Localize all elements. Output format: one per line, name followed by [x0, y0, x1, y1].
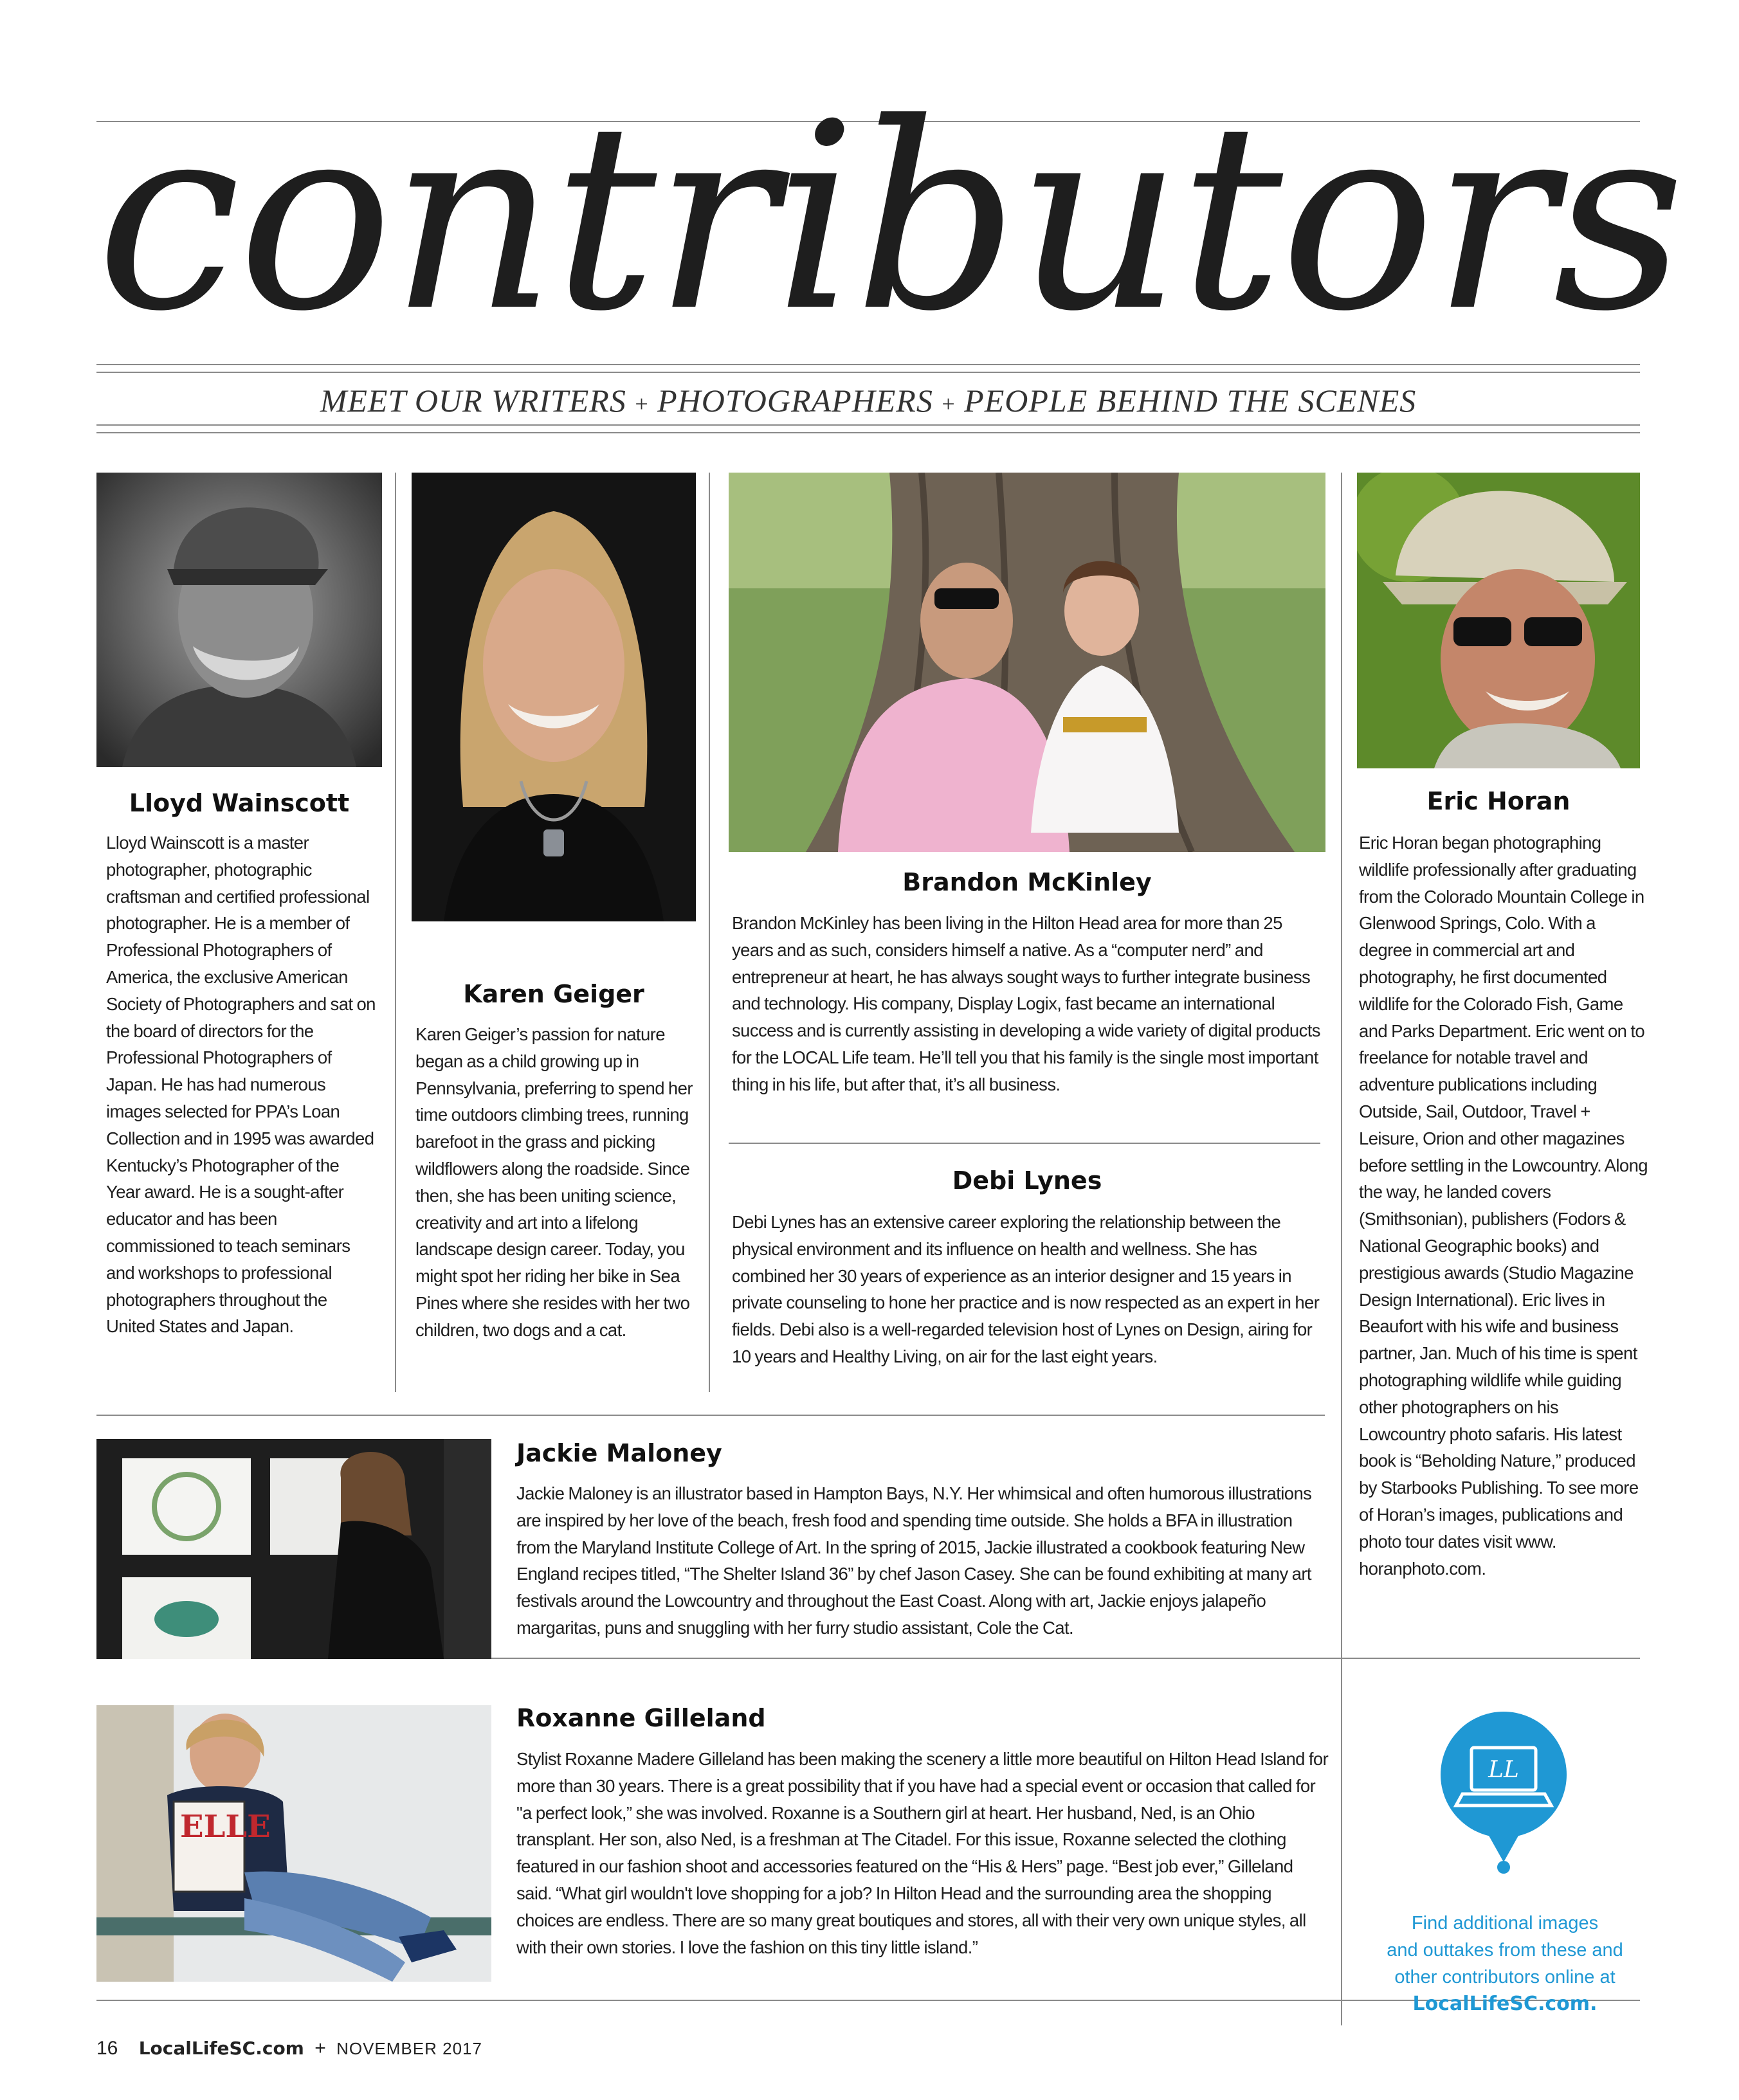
roxanne-gilleland-bio: Stylist Roxanne Madere Gilleland has been making the scenery a little more beautiful on Hilton Head Island for more than 30 years. There is a great possibility that if you have had a special event or occasion that called for "a perfect look,” she was involved. Roxanne is a Southern girl at heart. Her husband, Ned, is an Ohio transplant. Her son, also Ned, is a freshman at The Citadel. For this issue, Roxanne selected the clothing featured in our fashion shoot and accessories featured on the “His & Hers” page. “Best job ever,” Gilleland said. “What girl wouldn't love shopping for a job? In Hilton Head and the surrounding area the shopping choices are endless. There are so many great boutiques and stores, all with their very own unique styles, all with their own stories. I love the fashion on this tiny little island.”: [516, 1749, 1329, 1957]
lloyd-wainscott-bio: Lloyd Wainscott is a master photographer, photographic craftsman and certified professional photographer. He is a member of Professional Photographers of America, the exclusive American Society of Photographers and sat on the board of directors for the Professional Photographers of Japan. He has had numerous images selected for PPA’s Loan Collection and in 1995 was awarded Kentucky’s Photographer of the Year award. He is a sought-after educator and has been commissioned to teach seminars and workshops to professional photographers throughout the United States and Japan.: [106, 833, 376, 1337]
roxanne-gilleland-name: Roxanne Gilleland: [516, 1704, 766, 1732]
svg-text:LL: LL: [1488, 1757, 1519, 1783]
header-rule-3: [96, 424, 1640, 426]
jackie-maloney-name: Jackie Maloney: [516, 1439, 722, 1467]
brandon-mckinley-name: Brandon McKinley: [902, 868, 1152, 896]
brandon-mckinley-bio: Brandon McKinley has been living in the Hilton Head area for more than 25 years and as such, considers himself a native. As a “computer nerd” and entrepreneur at heart, he has always sought ways to further integrate business and technology. His company, Display Logix, fast became an international success and is currently assisting in developing a wide variety of digital products for the LOCAL Life team. He’ll tell you that his family is the single most important thing in his life, but after that, it’s all business.: [732, 913, 1320, 1094]
brandon-debi-divider: [729, 1143, 1320, 1144]
header-rule-4: [96, 432, 1640, 433]
karen-geiger-name: Karen Geiger: [463, 980, 644, 1008]
callout-text: Find additional images and outtakes from these and other contributors online at LocalLifeSC.com.: [1357, 1910, 1653, 2018]
jackie-maloney-bio: Jackie Maloney is an illustrator based in Hampton Bays, N.Y. Her whimsical and often humorous illustrations are inspired by her love of the beach, fresh food and spending time outside. She holds a BFA in illustration from the Maryland Institute College of Art. In the spring of 2015, Jackie illustrated a cookbook featuring New England recipes titled, “The Shelter Island 36” by chef Jason Casey. She can be found exhibiting at many art festivals around the Lowcountry and throughout the East Coast. Along with art, Jackie enjoys jalapeño margaritas, puns and snuggling with her furry studio assistant, Cole the Cat.: [516, 1483, 1312, 1638]
header-rule-2: [96, 372, 1640, 373]
roxanne-gilleland-photo: [96, 1705, 491, 1982]
eric-horan-bio: Eric Horan began photographing wildlife professionally after graduating from the Colorado Mountain College in Glenwood Springs, Colo. With a degree in commercial art and photography, he first documented wildlife for the Colorado Fish, Game and Parks Department. Eric went on to freelance for notable travel and adventure publications including Outside, Sail, Outdoor, Travel + Leisure, Orion and other magazines before settling in the Lowcountry. Along the way, he landed covers (Smithsonian), publishers (Fodors & National Geographic books) and prestigious awards (Studio Magazine Design International). Eric lives in Beaufort with his wife and business partner, Jan. Much of his time is spent photographing wildlife while guiding other photographers on his Lowcountry photo safaris. His latest book is “Beholding Nature,” produced by Starbooks Publishing. To see more of Horan’s images, publications and photo tour dates visit www. horanphoto.com.: [1359, 833, 1648, 1579]
lloyd-wainscott-name: Lloyd Wainscott: [129, 789, 350, 817]
karen-geiger-bio: Karen Geiger’s passion for nature began as a child growing up in Pennsylvania, preferring to spend her time outdoors climbing trees, running barefoot in the grass and picking wildflowers along the roadside. Since then, she has been uniting science, creativity and art into a lifelong landscape design career. Today, you might spot her riding her bike in Sea Pines where she resides with her two children, two dogs and a cat.: [415, 1024, 693, 1340]
column-divider-1: [395, 473, 396, 1392]
page-number: 16: [96, 2038, 118, 2059]
debi-lynes-name: Debi Lynes: [952, 1166, 1102, 1195]
column-divider-2: [709, 473, 710, 1392]
elle-magazine-masthead: ELLE: [180, 1809, 271, 1845]
page-title: contributors: [96, 69, 1683, 368]
brandon-mckinley-photo: [729, 473, 1325, 852]
debi-lynes-bio: Debi Lynes has an extensive career exploring the relationship between the physical environment and its influence on health and wellness. She has combined her 30 years of experience as an interior designer and 15 years in private counseling to hone her practice and is now respected as an expert in her fields. Debi also is a well-regarded television host of Lynes on Design, airing for 10 years and Healthy Living, on air for the last eight years.: [732, 1212, 1320, 1366]
page-footer: 16 LocalLifeSC.com + NOVEMBER 2017: [96, 2038, 482, 2059]
lloyd-wainscott-photo: [96, 473, 382, 767]
eric-horan-photo: [1357, 473, 1640, 768]
eric-horan-name: Eric Horan: [1426, 787, 1571, 815]
callout-link[interactable]: LocalLifeSC.com.: [1412, 1993, 1598, 2015]
locallife-logo-icon: [1439, 1710, 1568, 1878]
column-divider-3: [1341, 473, 1342, 2025]
karen-geiger-photo: [412, 473, 696, 921]
jackie-top-rule: [96, 1415, 1325, 1416]
jackie-maloney-photo: [96, 1439, 491, 1659]
footer-site[interactable]: LocalLifeSC.com: [138, 2038, 304, 2059]
page-tagline: MEET OUR WRITERS + PHOTOGRAPHERS + PEOPLE BEHIND THE SCENES: [320, 383, 1417, 419]
issue-date: NOVEMBER 2017: [336, 2039, 482, 2058]
